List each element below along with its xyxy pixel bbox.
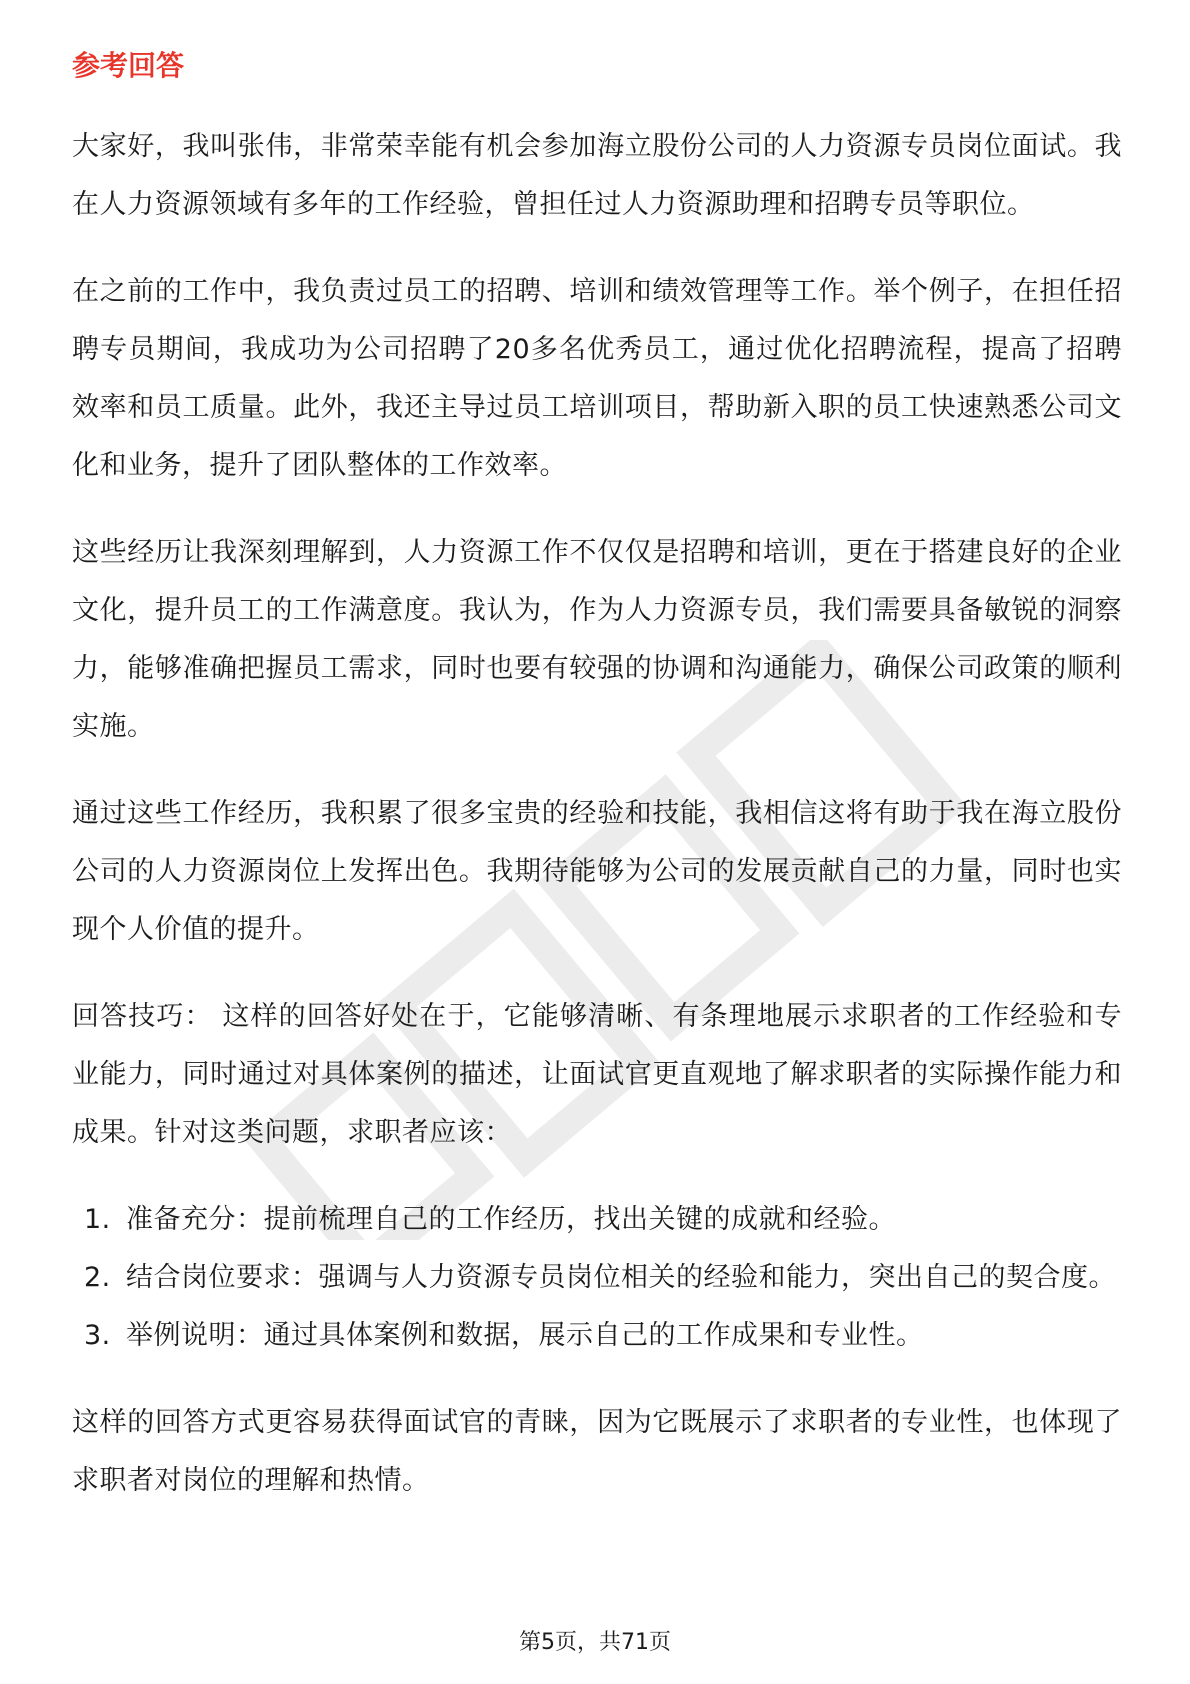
list-number: 2. (84, 1262, 111, 1293)
paragraph-closing: 这样的回答方式更容易获得面试官的青睐，因为它既展示了求职者的专业性，也体现了求职者对岗位的理解和热情。 (72, 1407, 1122, 1496)
paragraph-intro: 大家好，我叫张伟，非常荣幸能有机会参加海立股份公司的人力资源专员岗位面试。我在人力资源领域有多年的工作经验，曾担任过人力资源助理和招聘专员等职位。 (72, 131, 1122, 220)
list-text: 举例说明：通过具体案例和数据，展示自己的工作成果和专业性。 (126, 1320, 924, 1351)
list-item (72, 1249, 1122, 1307)
content (72, 48, 1122, 1539)
list-text: 结合岗位要求：强调与人力资源专员岗位相关的经验和能力，突出自己的契合度。 (126, 1262, 1116, 1293)
list-text: 准备充分：提前梳理自己的工作经历，找出关键的成就和经验。 (126, 1204, 896, 1235)
paragraph-conclusion: 通过这些工作经历，我积累了很多宝贵的经验和技能，我相信这将有助于我在海立股份公司的人力资源岗位上发挥出色。我期待能够为公司的发展贡献自己的力量，同时也实现个人价值的提升。 (72, 798, 1122, 945)
list-item (72, 1307, 1122, 1365)
paragraph-understanding: 这些经历让我深刻理解到，人力资源工作不仅仅是招聘和培训，更在于搭建良好的企业文化，提升员工的工作满意度。我认为，作为人力资源专员，我们需要具备敏锐的洞察力，能够准确把握员工需求，同时也要有较强的协调和沟通能力，确保公司政策的顺利实施。 (72, 537, 1122, 742)
section-heading: 参考回答 (72, 49, 185, 82)
list-item (72, 1191, 1122, 1249)
paragraph-tips: 回答技巧： 这样的回答好处在于，它能够清晰、有条理地展示求职者的工作经验和专业能力，同时通过对具体案例的描述，让面试官更直观地了解求职者的实际操作能力和成果。针对这类问题，求职者应该： (72, 1001, 1122, 1148)
tips-list (72, 1191, 1122, 1365)
list-number: 3. (84, 1320, 111, 1351)
page-footer: 第5页，共71页 (519, 1630, 671, 1655)
list-number: 1. (84, 1204, 111, 1235)
paragraph-experience: 在之前的工作中，我负责过员工的招聘、培训和绩效管理等工作。举个例子，在担任招聘专员期间，我成功为公司招聘了20多名优秀员工，通过优化招聘流程，提高了招聘效率和员工质量。此外，我还主导过员工培训项目，帮助新入职的员工快速熟悉公司文化和业务，提升了团队整体的工作效率。 (72, 276, 1122, 481)
